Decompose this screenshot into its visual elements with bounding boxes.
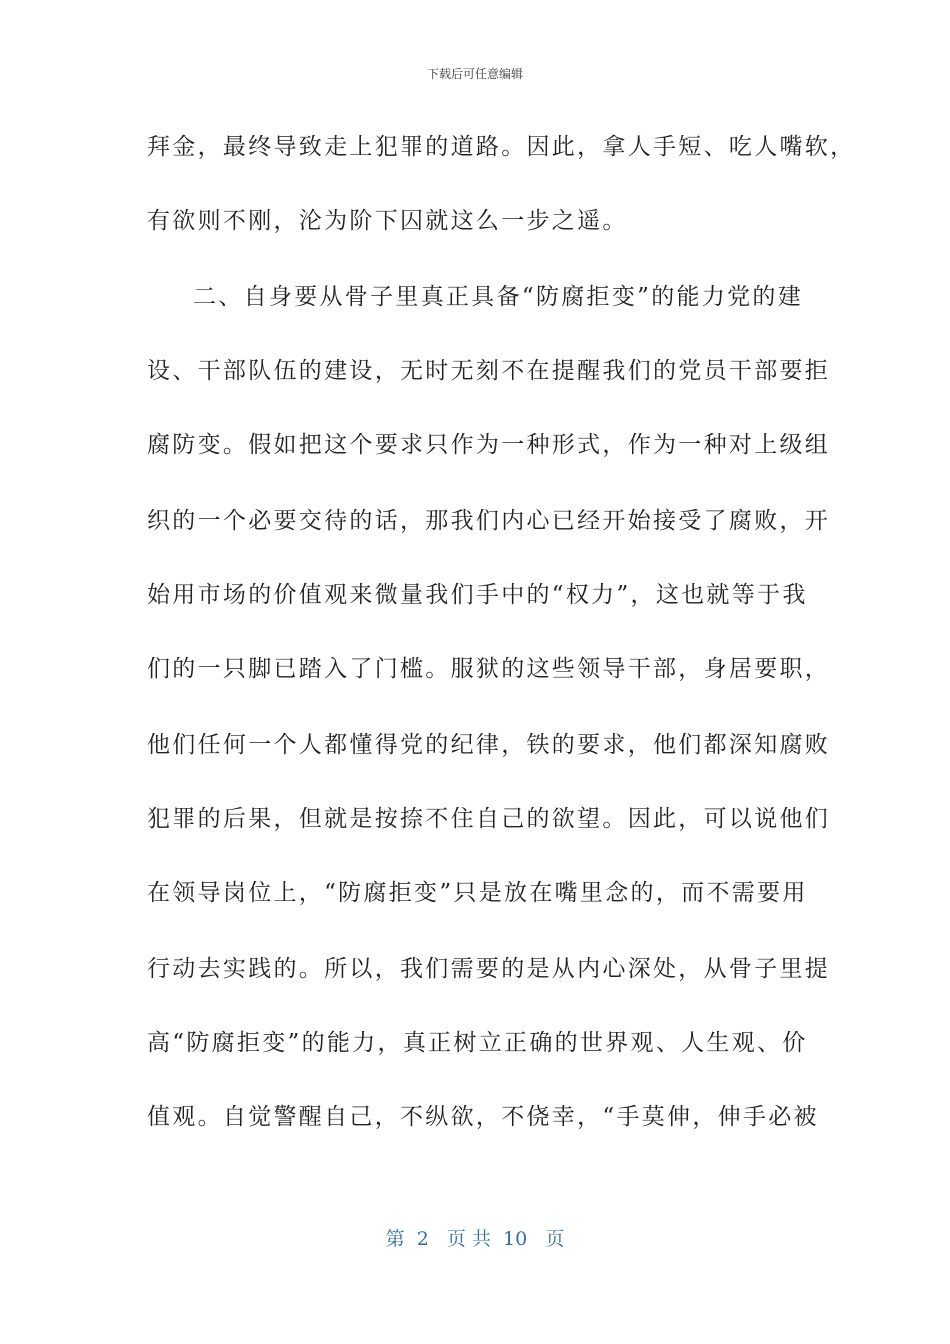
text-line: 在领导岗位上，“防腐拒变”只是放在嘴里念的，而不需要用 <box>147 880 808 906</box>
text-line: 高“防腐拒变”的能力，真正树立正确的世界观、人生观、价 <box>147 1030 808 1056</box>
text-line: 腐防变。假如把这个要求只作为一种形式，作为一种对上级组 <box>147 432 831 458</box>
text-line: 他们任何一个人都懂得党的纪律，铁的要求，他们都深知腐败 <box>147 732 831 758</box>
text-line: 设、干部队伍的建设，无时无刻不在提醒我们的党员干部要拒 <box>147 358 831 384</box>
text-line: 犯罪的后果，但就是按捺不住自己的欲望。因此，可以说他们 <box>147 806 831 832</box>
text-line: 值观。自觉警醒自己，不纵欲，不侥幸，“手莫伸，伸手必被 <box>147 1104 819 1130</box>
paragraph-start-line: 二、自身要从骨子里真正具备“防腐拒变”的能力党的建 <box>193 284 804 310</box>
text-line: 行动去实践的。所以，我们需要的是从内心深处，从骨子里提 <box>147 956 831 982</box>
text-line: 们的一只脚已踏入了门槛。服狱的这些领导干部，身居要职， <box>147 656 831 682</box>
page-footer: 第 2 页 共 10 页 <box>385 1228 565 1250</box>
text-line: 织的一个必要交待的话，那我们内心已经开始接受了腐败，开 <box>147 508 831 534</box>
text-line: 有欲则不刚，沦为阶下囚就这么一步之遥。 <box>147 208 628 234</box>
text-line: 拜金，最终导致走上犯罪的道路。因此，拿人手短、吃人嘴软， <box>147 134 856 160</box>
page-header: 下载后可任意编辑 <box>426 67 523 81</box>
text-line: 始用市场的价值观来微量我们手中的“权力”，这也就等于我 <box>147 582 808 608</box>
